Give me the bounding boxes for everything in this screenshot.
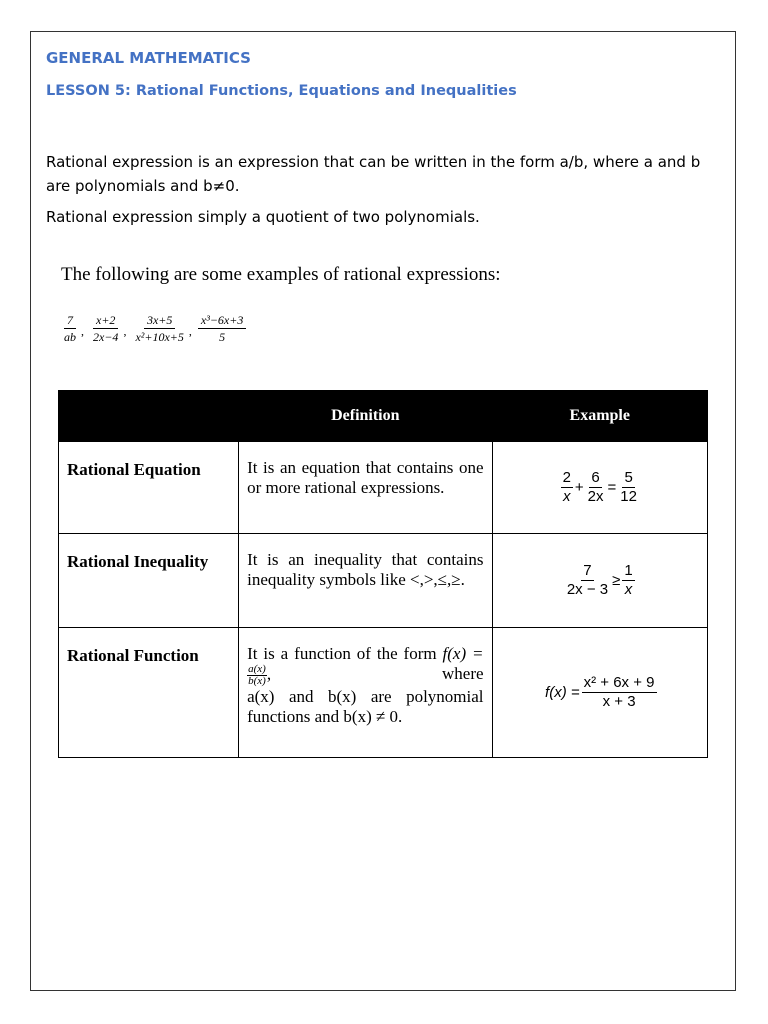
document-page <box>30 31 736 991</box>
table-header-row <box>59 391 708 442</box>
row-definition: It is a function of the form f(x) = $\frac{a(x)}{b(x)}$ , where a(x) and b(x) are polynomial functions and b(x) ≠ 0. <box>239 628 492 758</box>
table-row <box>59 534 708 628</box>
row-label: Rational Equation <box>59 442 239 534</box>
example-fraction: $\frac{x+2}{2x-4}$ <box>93 313 119 344</box>
table-row <box>59 442 708 534</box>
header-example: Example <box>492 391 707 442</box>
row-definition: It is an equation that contains one or more rational expressions. <box>239 442 492 534</box>
header-definition: Definition <box>239 391 492 442</box>
example-fraction: $\frac{\text{x³−6x+3}}{5}$ <box>196 313 248 344</box>
paragraph-quotient: Rational expression simply a quotient of two polynomials. <box>46 208 480 226</box>
example-fraction: $\frac{7}{ab}$ <box>64 313 76 344</box>
example-fraction: $\frac{3x+5}{\text{x²+10x+5}}$ <box>135 313 184 344</box>
lesson-title: LESSON 5: Rational Functions, Equations and Inequalities <box>46 83 517 99</box>
paragraph-definition: Rational expression is an expression that can be written in the form a/b, where a and b are polynomials and b≠0. <box>46 153 701 195</box>
row-example: $\frac{2}{x}$ + $\frac{6}{2x}$ = $\frac{5}{12}$ <box>492 442 707 534</box>
row-example: f(x) = $\frac{\text{x² + 6x + 9}}{x + 3}$ <box>492 628 707 758</box>
row-label: Rational Inequality <box>59 534 239 628</box>
row-label: Rational Function <box>59 628 239 758</box>
row-definition: It is an inequality that contains inequality symbols like <,>,≤,≥. <box>239 534 492 628</box>
course-title: GENERAL MATHEMATICS <box>46 49 251 67</box>
example-expressions: $\frac{7}{ab}$ , $\frac{x+2}{2x-4}$ , $\frac{3x+5}{\text{x²+10x+5}}$ , $\frac{\text{x³−6x+3}}{5}$ <box>59 313 248 344</box>
examples-intro: The following are some examples of rational expressions: <box>61 264 501 285</box>
row-example: $\frac{7}{2x - 3}$ ≥ $\frac{1}{x}$ <box>492 534 707 628</box>
definitions-table <box>58 390 708 758</box>
table-row <box>59 628 708 758</box>
header-blank <box>59 391 239 442</box>
